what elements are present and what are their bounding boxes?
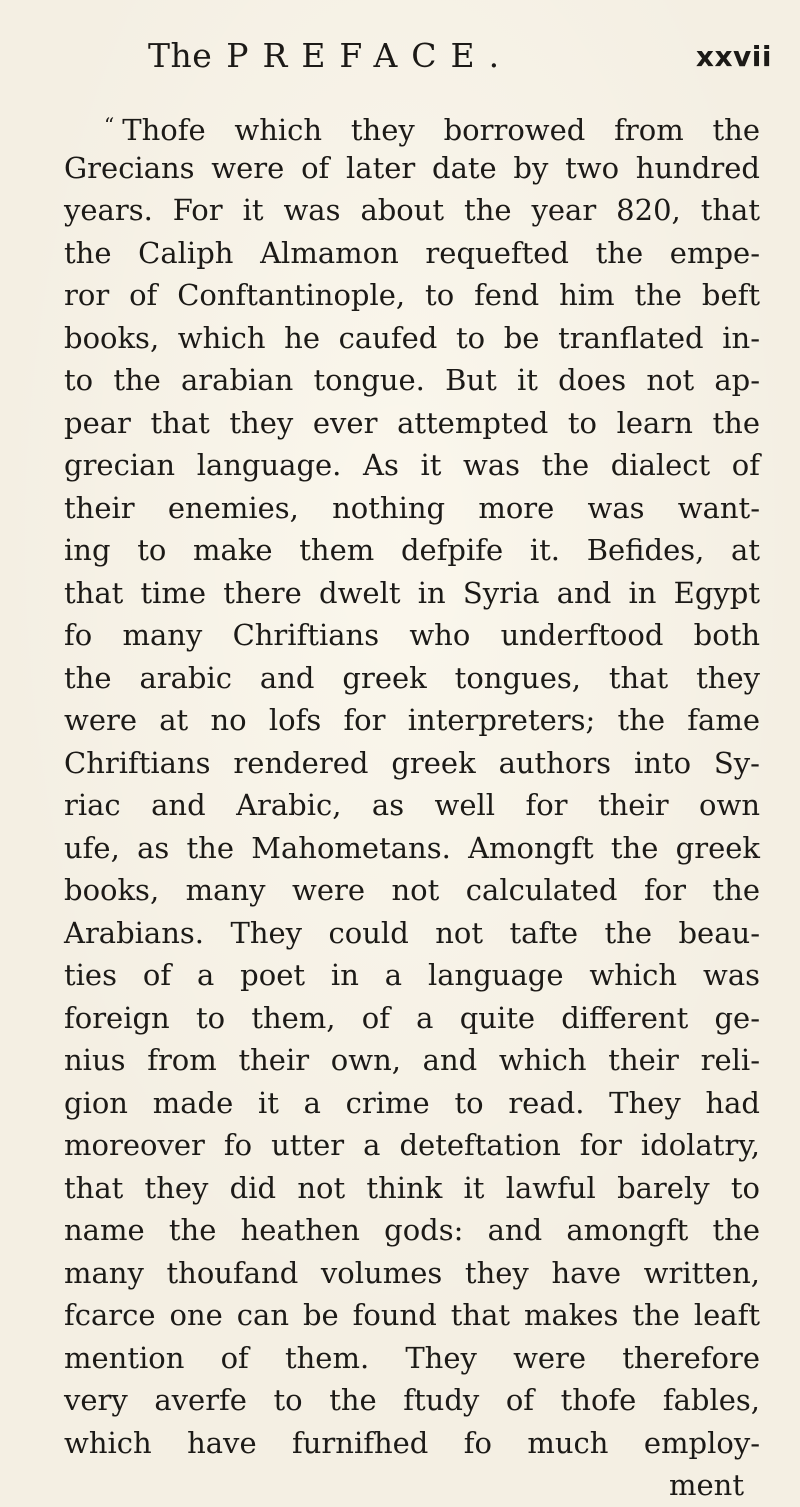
text-line: that time there dwelt in Syria and in Egypt xyxy=(64,575,760,610)
text-line: ufe, as the Mahometans. Amongft the greek xyxy=(64,830,760,865)
text-line: ing to make them defpife it. Befides, at xyxy=(64,533,760,567)
opening-quote-mark: “ xyxy=(104,113,115,137)
text-line: fcarce one can be found that makes the leaft xyxy=(64,1298,760,1332)
text-line: the Caliph Almamon requefted the empe- xyxy=(64,235,760,270)
text-line: fo many Chriftians who underftood both xyxy=(64,618,760,652)
text-line: name the heathen gods: and amongft the xyxy=(64,1213,760,1247)
text-line: riac and Arabic, as well for their own xyxy=(64,788,760,822)
text-line: which have furnifhed fo much employ- xyxy=(64,1425,760,1460)
catchword: ment xyxy=(669,1468,744,1502)
running-title-the: The xyxy=(148,36,213,75)
text-line: ror of Conftantinople, to fend him the beft xyxy=(64,278,760,312)
text-line: to the arabian tongue. But it does not ap- xyxy=(64,363,760,397)
text-line: years. For it was about the year 820, that xyxy=(64,193,760,227)
body-text xyxy=(64,104,760,1507)
text-line: nius from their own, and which their reli- xyxy=(64,1043,760,1077)
text-line: ties of a poet in a language which was xyxy=(64,958,760,992)
text-line: gion made it a crime to read. They had xyxy=(64,1085,760,1120)
text-line: Chriftians rendered greek authors into Sy- xyxy=(64,745,760,780)
text-line: many thoufand volumes they have written, xyxy=(64,1255,760,1290)
text-line: were at no lofs for interpreters; the fame xyxy=(64,703,760,737)
text-line: moreover fo utter a deteftation for idolatry, xyxy=(64,1128,760,1162)
text-line: books, which he caufed to be tranflated in- xyxy=(64,320,760,355)
text-line: that they did not think it lawful barely to xyxy=(64,1170,760,1205)
text-line: their enemies, nothing more was want- xyxy=(64,490,760,525)
text-line: grecian language. As it was the dialect of xyxy=(64,448,760,482)
text-line: the arabic and greek tongues, that they xyxy=(64,660,760,695)
text-line-content: Thofe which they borrowed from the xyxy=(122,113,760,147)
running-title-preface: PREFACE. xyxy=(226,36,514,75)
text-line: Grecians were of later date by two hundred xyxy=(64,150,760,185)
running-head xyxy=(148,36,772,86)
running-title xyxy=(148,36,513,75)
text-line: foreign to them, of a quite different ge- xyxy=(64,1000,760,1035)
text-line: very averfe to the ftudy of thofe fables, xyxy=(64,1383,760,1417)
text-line: books, many were not calculated for the xyxy=(64,873,760,907)
text-line: pear that they ever attempted to learn the xyxy=(64,405,760,440)
text-line: mention of them. They were therefore xyxy=(64,1340,760,1375)
page-number: xxvii xyxy=(695,40,772,73)
text-line xyxy=(64,104,760,147)
text-line: Arabians. They could not tafte the beau- xyxy=(64,915,760,950)
